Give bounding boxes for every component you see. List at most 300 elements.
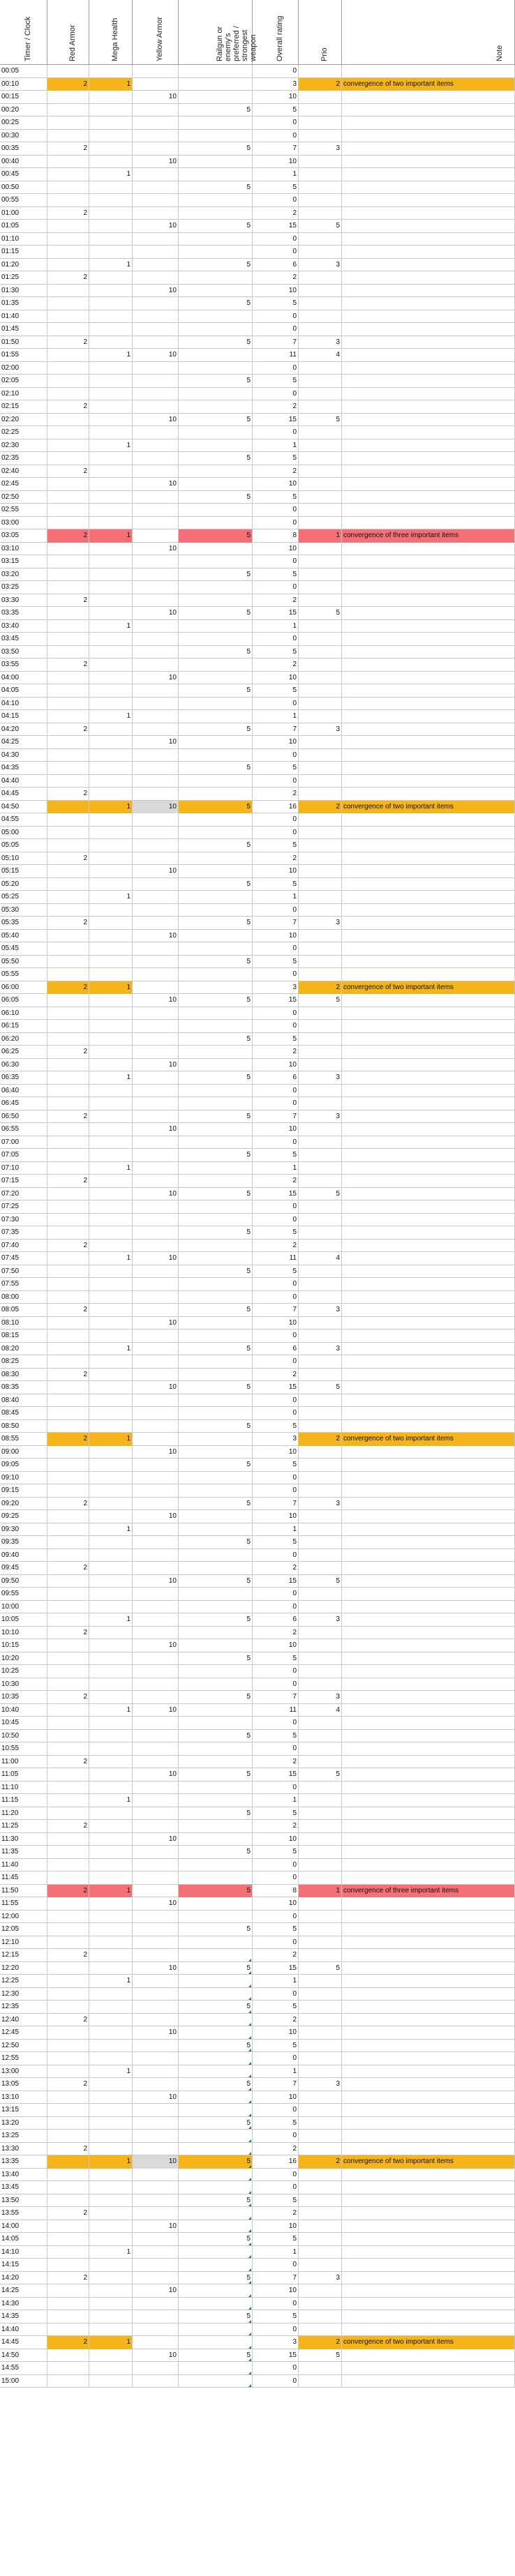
cell-prio[interactable]	[299, 1923, 342, 1936]
cell-weapon[interactable]	[179, 2143, 253, 2156]
cell-note[interactable]	[342, 2298, 515, 2311]
cell-weapon[interactable]	[179, 1871, 253, 1885]
cell-overall[interactable]: 0	[253, 65, 299, 78]
cell-mega[interactable]	[89, 1988, 133, 2001]
cell-weapon[interactable]	[179, 388, 253, 401]
cell-mega[interactable]: 1	[89, 1885, 133, 1898]
cell-note[interactable]: convergence of two important items	[342, 981, 515, 995]
cell-mega[interactable]	[89, 1742, 133, 1756]
cell-weapon[interactable]	[179, 116, 253, 130]
cell-red[interactable]: 2	[47, 465, 89, 479]
cell-weapon[interactable]	[179, 1200, 253, 1214]
cell-yellow[interactable]: 10	[133, 543, 179, 556]
cell-note[interactable]	[342, 2091, 515, 2104]
cell-prio[interactable]	[299, 1536, 342, 1549]
cell-prio[interactable]: 2	[299, 2336, 342, 2349]
cell-note[interactable]	[342, 181, 515, 195]
cell-overall[interactable]: 10	[253, 1639, 299, 1652]
cell-note[interactable]	[342, 672, 515, 685]
cell-prio[interactable]	[299, 1562, 342, 1575]
cell-overall[interactable]: 1	[253, 439, 299, 453]
cell-red[interactable]	[47, 104, 89, 117]
cell-yellow[interactable]	[133, 1730, 179, 1743]
cell-time[interactable]: 06:45	[0, 1097, 47, 1110]
cell-overall[interactable]: 10	[253, 2284, 299, 2298]
cell-red[interactable]	[47, 865, 89, 878]
cell-weapon[interactable]: 5	[179, 375, 253, 388]
cell-overall[interactable]: 0	[253, 698, 299, 711]
header-mega-health[interactable]	[89, 0, 133, 64]
cell-mega[interactable]	[89, 633, 133, 646]
cell-weapon[interactable]	[179, 439, 253, 453]
cell-yellow[interactable]	[133, 1136, 179, 1150]
cell-mega[interactable]	[89, 2323, 133, 2337]
cell-weapon[interactable]: 5	[179, 839, 253, 852]
cell-red[interactable]: 2	[47, 2014, 89, 2027]
cell-note[interactable]	[342, 1407, 515, 1420]
cell-yellow[interactable]	[133, 1742, 179, 1756]
cell-mega[interactable]	[89, 2026, 133, 2040]
cell-mega[interactable]	[89, 1691, 133, 1704]
cell-overall[interactable]: 2	[253, 271, 299, 285]
cell-yellow[interactable]	[133, 1433, 179, 1446]
cell-time[interactable]: 13:35	[0, 2155, 47, 2169]
cell-yellow[interactable]	[133, 852, 179, 866]
cell-prio[interactable]	[299, 2026, 342, 2040]
cell-overall[interactable]: 11	[253, 1704, 299, 1717]
cell-mega[interactable]	[89, 1923, 133, 1936]
cell-time[interactable]: 06:00	[0, 981, 47, 995]
cell-prio[interactable]	[299, 194, 342, 207]
cell-yellow[interactable]	[133, 2336, 179, 2349]
header-red-armor[interactable]	[47, 0, 89, 64]
cell-time[interactable]: 13:30	[0, 2143, 47, 2156]
cell-time[interactable]: 01:55	[0, 349, 47, 362]
cell-note[interactable]	[342, 388, 515, 401]
cell-note[interactable]	[342, 2169, 515, 2182]
cell-prio[interactable]	[299, 543, 342, 556]
cell-yellow[interactable]: 10	[133, 1188, 179, 1201]
cell-prio[interactable]: 4	[299, 349, 342, 362]
cell-prio[interactable]	[299, 310, 342, 324]
cell-mega[interactable]	[89, 2310, 133, 2323]
cell-red[interactable]: 2	[47, 981, 89, 995]
cell-yellow[interactable]	[133, 956, 179, 969]
cell-prio[interactable]	[299, 865, 342, 878]
cell-mega[interactable]	[89, 2014, 133, 2027]
cell-prio[interactable]	[299, 1782, 342, 1795]
cell-note[interactable]	[342, 736, 515, 749]
cell-weapon[interactable]	[179, 1472, 253, 1485]
cell-red[interactable]	[47, 1317, 89, 1330]
cell-yellow[interactable]	[133, 2207, 179, 2220]
cell-mega[interactable]	[89, 2220, 133, 2234]
cell-overall[interactable]: 0	[253, 1136, 299, 1150]
cell-yellow[interactable]	[133, 891, 179, 904]
cell-prio[interactable]	[299, 181, 342, 195]
cell-prio[interactable]	[299, 388, 342, 401]
cell-weapon[interactable]: 5	[179, 762, 253, 775]
cell-mega[interactable]	[89, 1510, 133, 1523]
cell-prio[interactable]	[299, 323, 342, 336]
cell-time[interactable]: 05:20	[0, 878, 47, 891]
cell-weapon[interactable]: 5	[179, 2233, 253, 2246]
cell-note[interactable]	[342, 827, 515, 840]
cell-red[interactable]	[47, 491, 89, 504]
cell-overall[interactable]: 0	[253, 1484, 299, 1498]
cell-mega[interactable]	[89, 839, 133, 852]
cell-mega[interactable]	[89, 1420, 133, 1433]
cell-yellow[interactable]	[133, 1536, 179, 1549]
cell-time[interactable]: 03:40	[0, 620, 47, 633]
cell-mega[interactable]	[89, 942, 133, 956]
cell-time[interactable]: 03:05	[0, 529, 47, 543]
cell-overall[interactable]: 5	[253, 1420, 299, 1433]
cell-prio[interactable]: 5	[299, 1768, 342, 1782]
cell-red[interactable]	[47, 259, 89, 272]
cell-red[interactable]	[47, 2155, 89, 2169]
cell-mega[interactable]	[89, 2117, 133, 2130]
cell-weapon[interactable]	[179, 2375, 253, 2388]
cell-yellow[interactable]: 10	[133, 1381, 179, 1394]
cell-weapon[interactable]: 5	[179, 336, 253, 349]
cell-weapon[interactable]: 5	[179, 1536, 253, 1549]
cell-note[interactable]	[342, 607, 515, 620]
cell-yellow[interactable]	[133, 2362, 179, 2375]
cell-prio[interactable]	[299, 104, 342, 117]
cell-yellow[interactable]	[133, 646, 179, 659]
cell-time[interactable]: 13:50	[0, 2194, 47, 2208]
cell-time[interactable]: 05:50	[0, 956, 47, 969]
cell-time[interactable]: 09:05	[0, 1459, 47, 1472]
cell-yellow[interactable]	[133, 2233, 179, 2246]
cell-prio[interactable]	[299, 852, 342, 866]
cell-weapon[interactable]	[179, 1369, 253, 1382]
cell-mega[interactable]	[89, 207, 133, 220]
cell-weapon[interactable]	[179, 1046, 253, 1059]
cell-overall[interactable]: 10	[253, 156, 299, 169]
cell-note[interactable]	[342, 1510, 515, 1523]
cell-weapon[interactable]	[179, 1136, 253, 1150]
cell-weapon[interactable]: 5	[179, 994, 253, 1007]
cell-note[interactable]	[342, 1652, 515, 1666]
cell-red[interactable]	[47, 1665, 89, 1678]
cell-mega[interactable]: 1	[89, 1433, 133, 1446]
cell-note[interactable]	[342, 543, 515, 556]
cell-prio[interactable]: 1	[299, 1885, 342, 1898]
cell-time[interactable]: 02:50	[0, 491, 47, 504]
cell-yellow[interactable]	[133, 1549, 179, 1562]
cell-red[interactable]	[47, 1549, 89, 1562]
cell-weapon[interactable]	[179, 594, 253, 608]
cell-overall[interactable]: 0	[253, 749, 299, 762]
cell-red[interactable]	[47, 633, 89, 646]
cell-note[interactable]	[342, 1123, 515, 1136]
cell-weapon[interactable]	[179, 2169, 253, 2182]
cell-overall[interactable]: 0	[253, 1200, 299, 1214]
cell-prio[interactable]: 5	[299, 1188, 342, 1201]
cell-yellow[interactable]	[133, 555, 179, 568]
cell-mega[interactable]	[89, 1562, 133, 1575]
cell-weapon[interactable]	[179, 710, 253, 723]
cell-overall[interactable]: 2	[253, 594, 299, 608]
cell-weapon[interactable]	[179, 285, 253, 298]
cell-red[interactable]	[47, 1962, 89, 1975]
cell-weapon[interactable]: 5	[179, 2272, 253, 2285]
cell-weapon[interactable]: 5	[179, 1923, 253, 1936]
cell-time[interactable]: 14:35	[0, 2310, 47, 2323]
cell-yellow[interactable]	[133, 1046, 179, 1059]
cell-yellow[interactable]	[133, 452, 179, 465]
cell-prio[interactable]	[299, 1833, 342, 1846]
cell-overall[interactable]: 0	[253, 1742, 299, 1756]
cell-yellow[interactable]	[133, 1975, 179, 1988]
cell-overall[interactable]: 16	[253, 2155, 299, 2169]
cell-overall[interactable]: 5	[253, 297, 299, 310]
cell-red[interactable]	[47, 801, 89, 814]
cell-mega[interactable]	[89, 1782, 133, 1795]
cell-note[interactable]	[342, 156, 515, 169]
cell-overall[interactable]: 5	[253, 1226, 299, 1240]
cell-weapon[interactable]	[179, 581, 253, 594]
cell-overall[interactable]: 5	[253, 2001, 299, 2014]
cell-time[interactable]: 09:10	[0, 1472, 47, 1485]
cell-note[interactable]	[342, 491, 515, 504]
cell-overall[interactable]: 0	[253, 1214, 299, 1227]
cell-red[interactable]: 2	[47, 1562, 89, 1575]
cell-mega[interactable]	[89, 271, 133, 285]
cell-time[interactable]: 10:05	[0, 1613, 47, 1627]
cell-mega[interactable]	[89, 1601, 133, 1614]
cell-note[interactable]	[342, 813, 515, 827]
cell-yellow[interactable]: 10	[133, 2091, 179, 2104]
cell-time[interactable]: 14:25	[0, 2284, 47, 2298]
cell-mega[interactable]: 1	[89, 1162, 133, 1175]
cell-prio[interactable]: 3	[299, 1613, 342, 1627]
cell-weapon[interactable]	[179, 672, 253, 685]
cell-time[interactable]: 09:25	[0, 1510, 47, 1523]
cell-note[interactable]	[342, 2207, 515, 2220]
cell-weapon[interactable]	[179, 233, 253, 246]
cell-mega[interactable]	[89, 865, 133, 878]
cell-yellow[interactable]	[133, 439, 179, 453]
cell-red[interactable]	[47, 1472, 89, 1485]
cell-yellow[interactable]	[133, 2014, 179, 2027]
cell-prio[interactable]	[299, 839, 342, 852]
cell-weapon[interactable]	[179, 2284, 253, 2298]
cell-prio[interactable]	[299, 1214, 342, 1227]
cell-overall[interactable]: 2	[253, 465, 299, 479]
cell-mega[interactable]	[89, 1652, 133, 1666]
cell-time[interactable]: 07:55	[0, 1278, 47, 1291]
cell-red[interactable]	[47, 388, 89, 401]
cell-weapon[interactable]	[179, 904, 253, 917]
cell-prio[interactable]	[299, 207, 342, 220]
cell-overall[interactable]: 5	[253, 878, 299, 891]
cell-note[interactable]	[342, 1498, 515, 1511]
cell-time[interactable]: 08:25	[0, 1355, 47, 1369]
cell-prio[interactable]	[299, 233, 342, 246]
cell-mega[interactable]	[89, 310, 133, 324]
cell-yellow[interactable]	[133, 594, 179, 608]
cell-mega[interactable]	[89, 2375, 133, 2388]
cell-overall[interactable]: 7	[253, 1498, 299, 1511]
cell-time[interactable]: 07:45	[0, 1252, 47, 1265]
cell-prio[interactable]	[299, 1975, 342, 1988]
cell-overall[interactable]: 2	[253, 2207, 299, 2220]
cell-note[interactable]	[342, 1381, 515, 1394]
cell-mega[interactable]	[89, 1871, 133, 1885]
cell-note[interactable]	[342, 465, 515, 479]
cell-time[interactable]: 08:45	[0, 1407, 47, 1420]
cell-prio[interactable]	[299, 400, 342, 414]
cell-prio[interactable]	[299, 1859, 342, 1872]
cell-overall[interactable]: 5	[253, 1807, 299, 1821]
cell-prio[interactable]	[299, 1033, 342, 1046]
cell-mega[interactable]	[89, 775, 133, 788]
cell-red[interactable]	[47, 2323, 89, 2337]
cell-weapon[interactable]	[179, 1123, 253, 1136]
cell-time[interactable]: 10:55	[0, 1742, 47, 1756]
cell-time[interactable]: 05:00	[0, 827, 47, 840]
cell-red[interactable]: 2	[47, 2207, 89, 2220]
cell-time[interactable]: 08:10	[0, 1317, 47, 1330]
cell-note[interactable]	[342, 2323, 515, 2337]
cell-time[interactable]: 11:00	[0, 1756, 47, 1769]
cell-time[interactable]: 03:25	[0, 581, 47, 594]
cell-yellow[interactable]	[133, 1871, 179, 1885]
cell-yellow[interactable]: 10	[133, 1317, 179, 1330]
cell-overall[interactable]: 0	[253, 1472, 299, 1485]
cell-red[interactable]	[47, 362, 89, 375]
cell-overall[interactable]: 0	[253, 1407, 299, 1420]
cell-red[interactable]: 2	[47, 594, 89, 608]
cell-mega[interactable]	[89, 1188, 133, 1201]
cell-yellow[interactable]	[133, 1330, 179, 1343]
cell-red[interactable]	[47, 1214, 89, 1227]
cell-weapon[interactable]	[179, 1897, 253, 1911]
cell-yellow[interactable]	[133, 2078, 179, 2091]
cell-red[interactable]	[47, 504, 89, 517]
cell-overall[interactable]: 0	[253, 827, 299, 840]
cell-note[interactable]	[342, 555, 515, 568]
cell-note[interactable]: convergence of two important items	[342, 1433, 515, 1446]
cell-red[interactable]	[47, 1846, 89, 1859]
cell-prio[interactable]	[299, 2091, 342, 2104]
cell-prio[interactable]: 3	[299, 723, 342, 737]
cell-overall[interactable]: 0	[253, 130, 299, 143]
cell-time[interactable]: 14:40	[0, 2323, 47, 2337]
cell-prio[interactable]	[299, 2117, 342, 2130]
cell-red[interactable]	[47, 1226, 89, 1240]
cell-overall[interactable]: 10	[253, 478, 299, 491]
cell-prio[interactable]	[299, 2194, 342, 2208]
cell-note[interactable]	[342, 1730, 515, 1743]
cell-overall[interactable]: 5	[253, 2040, 299, 2053]
cell-overall[interactable]: 0	[253, 1085, 299, 1098]
cell-prio[interactable]	[299, 1369, 342, 1382]
cell-overall[interactable]: 0	[253, 1097, 299, 1110]
cell-weapon[interactable]: 5	[179, 104, 253, 117]
cell-note[interactable]	[342, 65, 515, 78]
cell-overall[interactable]: 0	[253, 2298, 299, 2311]
cell-yellow[interactable]	[133, 981, 179, 995]
cell-note[interactable]	[342, 2104, 515, 2117]
cell-mega[interactable]: 1	[89, 1794, 133, 1807]
cell-mega[interactable]	[89, 1369, 133, 1382]
cell-weapon[interactable]	[179, 1975, 253, 1988]
cell-red[interactable]	[47, 2181, 89, 2194]
cell-overall[interactable]: 7	[253, 2272, 299, 2285]
cell-red[interactable]	[47, 891, 89, 904]
cell-note[interactable]	[342, 723, 515, 737]
cell-red[interactable]	[47, 2259, 89, 2272]
header-prio[interactable]	[299, 0, 342, 64]
cell-mega[interactable]	[89, 1962, 133, 1975]
cell-yellow[interactable]	[133, 2310, 179, 2323]
cell-prio[interactable]: 3	[299, 1110, 342, 1124]
cell-weapon[interactable]: 5	[179, 1807, 253, 1821]
cell-note[interactable]	[342, 646, 515, 659]
cell-time[interactable]: 08:35	[0, 1381, 47, 1394]
cell-prio[interactable]	[299, 581, 342, 594]
cell-weapon[interactable]	[179, 1639, 253, 1652]
cell-overall[interactable]: 1	[253, 710, 299, 723]
cell-mega[interactable]	[89, 2143, 133, 2156]
cell-yellow[interactable]	[133, 698, 179, 711]
cell-note[interactable]: convergence of three important items	[342, 529, 515, 543]
cell-mega[interactable]	[89, 684, 133, 698]
cell-time[interactable]: 03:20	[0, 568, 47, 582]
cell-overall[interactable]: 10	[253, 1059, 299, 1072]
cell-red[interactable]	[47, 968, 89, 981]
cell-mega[interactable]	[89, 478, 133, 491]
cell-weapon[interactable]	[179, 1330, 253, 1343]
cell-yellow[interactable]	[133, 1665, 179, 1678]
cell-note[interactable]	[342, 2349, 515, 2363]
cell-yellow[interactable]	[133, 181, 179, 195]
cell-overall[interactable]: 2	[253, 1240, 299, 1253]
cell-weapon[interactable]	[179, 1794, 253, 1807]
cell-overall[interactable]: 0	[253, 1678, 299, 1692]
cell-note[interactable]	[342, 504, 515, 517]
cell-time[interactable]: 14:10	[0, 2246, 47, 2259]
cell-weapon[interactable]	[179, 1678, 253, 1692]
cell-yellow[interactable]: 10	[133, 478, 179, 491]
cell-time[interactable]: 00:30	[0, 130, 47, 143]
cell-overall[interactable]: 10	[253, 1317, 299, 1330]
cell-weapon[interactable]	[179, 1949, 253, 1962]
cell-prio[interactable]	[299, 2298, 342, 2311]
cell-weapon[interactable]: 5	[179, 801, 253, 814]
cell-overall[interactable]: 7	[253, 723, 299, 737]
cell-note[interactable]	[342, 1085, 515, 1098]
cell-note[interactable]	[342, 2040, 515, 2053]
cell-prio[interactable]	[299, 2310, 342, 2323]
cell-weapon[interactable]	[179, 865, 253, 878]
cell-weapon[interactable]: 5	[179, 568, 253, 582]
cell-prio[interactable]	[299, 658, 342, 672]
cell-weapon[interactable]: 5	[179, 2117, 253, 2130]
cell-weapon[interactable]	[179, 2259, 253, 2272]
cell-prio[interactable]	[299, 65, 342, 78]
cell-note[interactable]	[342, 1549, 515, 1562]
cell-overall[interactable]: 0	[253, 1278, 299, 1291]
cell-yellow[interactable]	[133, 529, 179, 543]
cell-note[interactable]	[342, 130, 515, 143]
cell-red[interactable]	[47, 168, 89, 181]
cell-yellow[interactable]: 10	[133, 2349, 179, 2363]
